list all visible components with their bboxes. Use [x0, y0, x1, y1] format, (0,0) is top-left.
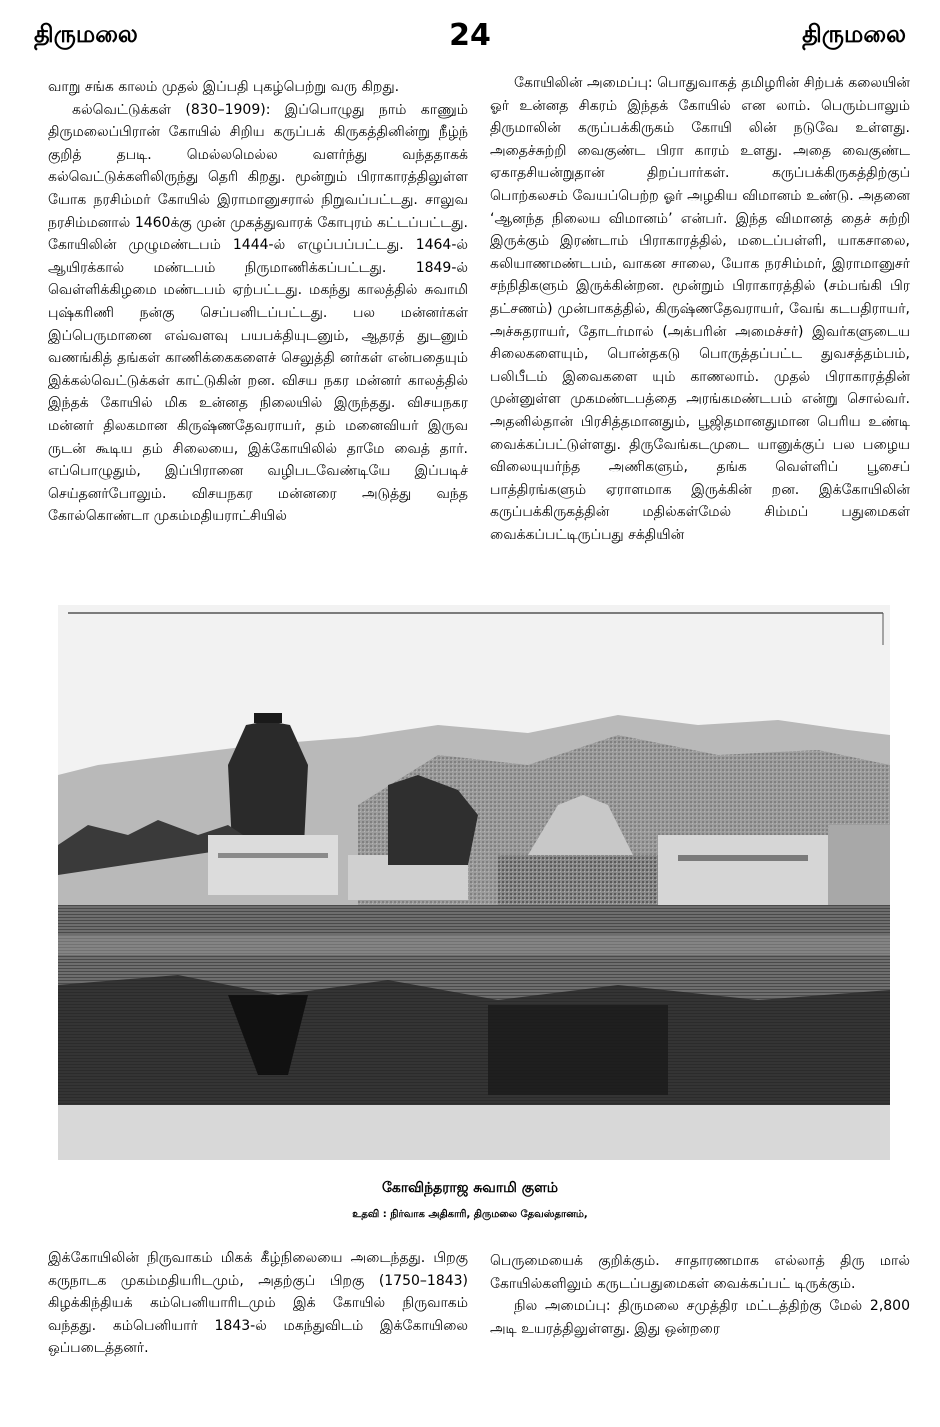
column-top-left	[48, 76, 468, 528]
paragraph: இக்கோயிலின் நிருவாகம் மிகக் கீழ்நிலையை அடைந்தது. பிறகு கருநாடக முகம்மதியரிடமும், அதற்குப் பிறகு (1750–1843) கிழக்கிந்தியக் கம்பெனியாரிடமும் இக் கோயில் நிருவாகம் வந்தது. கம்பெனியார் 1843-ல் மகந்துவிடம் இக்கோயிலை ஒப்படைத்தனர்.	[48, 1250, 468, 1357]
paragraph: கல்வெட்டுக்கள் (830–1909): இப்பொழுது நாம் காணும் திருமலைப்பிரான் கோயில் சிறிய கருப்பக் கிருகத்தினின்று நீழ்ந் குறித் தபடி. மெல்லமெல்ல வளர்ந்து வந்ததாகக் கல்வெட்டுக்களிலிருந்து தெரி கிறது. மூன்றும் பிராகாரத்திலுள்ள யோக நரசிம்மர் கோயில் இராமானுசரால் நிறுவப்பட்டது. சாலுவ நரசிம்மனால் 1460க்கு முன் முகத்துவாரக் கோபுரம் கட்டப்பட்டது. கோயிலின் முழுமண்டபம் 1444-ல் எழுப்பப்பட்டது. 1464-ல் ஆயிரக்கால் மண்டபம் நிருமாணிக்கப்பட்டது. 1849-ல் வெள்ளிக்கிழமை மண்டபம் ஏற்பட்டது. மகந்து காலத்தில் சுவாமி புஷ்கரிணி நன்கு செப்பனிடப்பட்டது. பல மன்னர்கள் இப்பெருமானை எவ்வளவு பயபக்தியுடனும், ஆதரத் துடனும் வணங்கித் தங்கள் காணிக்கைகளைச் செலுத்தி னர்கள் என்பதையும் இக்கல்வெட்டுக்கள் காட்டுகின் றன. விசய நகர மன்னர் காலத்தில் இந்தக் கோயில் மிக உன்னத நிலையில் இருந்தது. விசயநகர மன்னர் திலகமான கிருஷ்ணதேவராயர், தம் மனைவியர் இருவ ருடன் கூடிய தம் சிலையை, இக்கோயிலில் தாமே வைத் தார். எப்பொழுதும், இப்பிரானை வழிபடவேண்டியே இப்படிச் செய்தனர்போலும். விசயநகர மன்னரை அடுத்து வந்த கோல்கொண்டா முகம்மதியராட்சியில்	[48, 101, 468, 525]
running-title-right: திருமலை	[802, 20, 906, 48]
page-number: 24	[449, 18, 491, 53]
column-top-right	[490, 72, 910, 546]
paragraph: பெருமையைக் குறிக்கும். சாதாரணமாக எல்லாத் திரு மால் கோயில்களிலும் கருடப்பதுமைகள் வைக்கப்பட் டிருக்கும்.	[490, 1253, 910, 1292]
temple-tank-photo	[58, 605, 890, 1160]
page-header	[0, 0, 940, 70]
figure-credit: உதவி : நிர்வாக அதிகாரி, திருமலை தேவஸ்தானம்,	[352, 1209, 588, 1220]
paragraph: வாறு சங்க காலம் முதல் இப்பதி புகழ்பெற்று வரு கிறது.	[48, 79, 400, 95]
column-bottom-right	[490, 1250, 910, 1340]
column-bottom-left	[48, 1247, 468, 1360]
running-title-left: திருமலை	[34, 20, 138, 48]
figure-caption: கோவிந்தராஜ சுவாமி குளம்	[381, 1180, 559, 1196]
paragraph: நில அமைப்பு: திருமலை சமுத்திர மட்டத்திற்கு மேல் 2,800 அடி உயரத்திலுள்ளது. இது ஒன்றரை	[490, 1298, 910, 1337]
paragraph: கோயிலின் அமைப்பு: பொதுவாகத் தமிழரின் சிற்பக் கலையின் ஓர் உன்னத சிகரம் இந்தக் கோயில் என லாம். பெரும்பாலும் திருமாலின் கருப்பக்கிருகம் கோயி லின் நடுவே உள்ளது. அதைச்சுற்றி வைகுண்ட பிரா காரம் உளது. அதை வைகுண்ட ஏகாதசியன்றுதான் திறப்பார்கள். கருப்பக்கிருகத்திற்குப் பொற்கலசம் வேயப்பெற்ற ஓர் அழகிய விமானம் உண்டு. அதனை ‘ஆனந்த நிலைய விமானம்’ என்பர். இந்த விமானத் தைச் சுற்றி இருக்கும் இரண்டாம் பிராகாரத்தில், மடைப்பள்ளி, யாகசாலை, கலியாணமண்டபம், வாகன சாலை, யோக நரசிம்மர், இராமானுசர் சந்நிதிகளும் இருக்கின்றன. மூன்றும் பிராகாரத்தில் (சம்பங்கி பிர தட்சணம்) முன்பாகத்தில், கிருஷ்ணதேவராயர், வேங் கடபதிராயர், அச்சுதராயர், தோடர்மால் (அக்பரின் அமைச்சர்) இவர்களுடைய சிலைகளையும், பொன்தகடு பொருத்தப்பட்ட துவசத்தம்பம், பலிபீடம் இவைகளை யும் காணலாம். முதல் பிராகாரத்தின் முன்னுள்ள முகமண்டபத்தை அரங்கமண்டபம் என்று சொல்வர். அதனில்தான் பிரசித்தமானதும், பூஜிதமானதுமான பெரிய உண்டி வைக்கப்பட்டுள்ளது. திருவேங்கடமுடை யானுக்குப் பல பழைய விலையுயர்ந்த அணிகளும், தங்க வெள்ளிப் பூசைப் பாத்திரங்களும் ஏராளமாக இருக்கின் றன. இக்கோயிலின் கருப்பக்கிருகத்தின் மதில்கள்மேல் சிம்மப் பதுமைகள் வைக்கப்பட்டிருப்பது சக்தியின்	[490, 75, 910, 543]
